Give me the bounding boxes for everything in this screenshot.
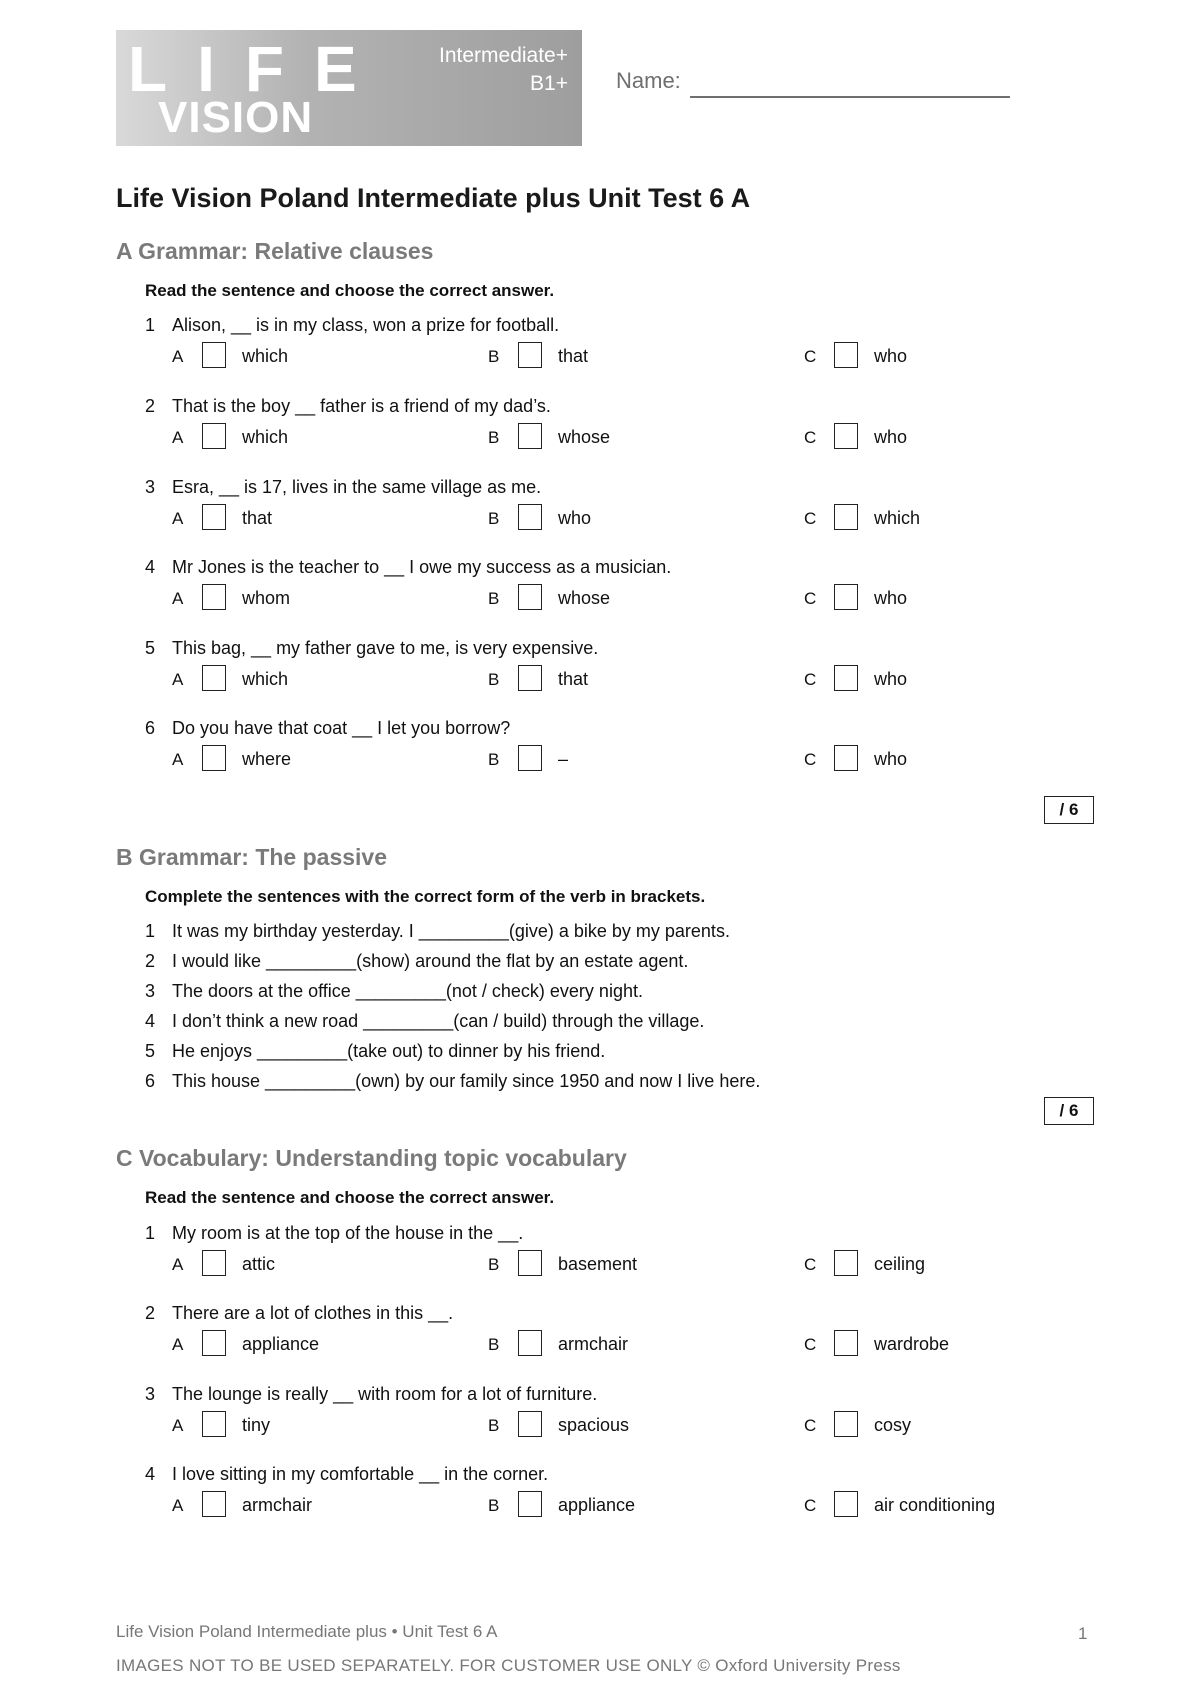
option-letter: A bbox=[172, 589, 184, 608]
option-text: who bbox=[874, 669, 908, 689]
name-label: Name: bbox=[616, 68, 681, 93]
answer-checkbox[interactable] bbox=[834, 1411, 858, 1437]
section-c-instruction: Read the sentence and choose the correct answer. bbox=[145, 1188, 555, 1207]
answer-checkbox[interactable] bbox=[202, 504, 226, 530]
question-number: 3 bbox=[145, 981, 156, 1001]
option-letter: B bbox=[488, 1335, 500, 1354]
answer-checkbox[interactable] bbox=[834, 504, 858, 530]
name-input-line[interactable] bbox=[690, 96, 1010, 98]
level-badge bbox=[439, 42, 568, 98]
answer-checkbox[interactable] bbox=[518, 342, 542, 368]
section-b-instruction: Complete the sentences with the correct form of the verb in brackets. bbox=[145, 887, 706, 906]
question-text: Alison, __ is in my class, won a prize for football. bbox=[172, 315, 560, 335]
answer-checkbox[interactable] bbox=[834, 665, 858, 691]
answer-checkbox[interactable] bbox=[202, 745, 226, 771]
option-letter: A bbox=[172, 750, 184, 769]
answer-checkbox[interactable] bbox=[202, 1491, 226, 1517]
option-letter: B bbox=[488, 1255, 500, 1274]
answer-checkbox[interactable] bbox=[834, 1250, 858, 1276]
option-letter: B bbox=[488, 509, 500, 528]
option-text: cosy bbox=[874, 1415, 912, 1435]
question-text: My room is at the top of the house in the __. bbox=[172, 1223, 524, 1243]
option-text: where bbox=[242, 749, 292, 769]
option-letter: C bbox=[804, 428, 817, 447]
option-letter: B bbox=[488, 750, 500, 769]
question-number: 4 bbox=[145, 1011, 156, 1031]
question-text[interactable]: I would like _________(show) around the flat by an estate agent. bbox=[172, 951, 689, 971]
question-number: 3 bbox=[145, 477, 156, 497]
option-letter: A bbox=[172, 509, 184, 528]
option-text: which bbox=[242, 669, 289, 689]
answer-checkbox[interactable] bbox=[202, 423, 226, 449]
option-letter: A bbox=[172, 670, 184, 689]
question-text[interactable]: This house _________(own) by our family since 1950 and now I live here. bbox=[172, 1071, 761, 1091]
option-letter: A bbox=[172, 1416, 184, 1435]
option-letter: B bbox=[488, 670, 500, 689]
option-text: ceiling bbox=[874, 1254, 926, 1274]
question-number: 3 bbox=[145, 1384, 156, 1404]
option-text: armchair bbox=[242, 1495, 313, 1515]
option-text: who bbox=[874, 749, 908, 769]
page-number: 1 bbox=[1078, 1624, 1088, 1643]
answer-checkbox[interactable] bbox=[518, 1330, 542, 1356]
section-a-instruction: Read the sentence and choose the correct answer. bbox=[145, 281, 555, 300]
answer-checkbox[interactable] bbox=[202, 342, 226, 368]
level-line-1: Intermediate+ bbox=[439, 44, 568, 67]
question-text: This bag, __ my father gave to me, is very expensive. bbox=[172, 638, 599, 658]
option-letter: C bbox=[804, 347, 817, 366]
option-letter: A bbox=[172, 1255, 184, 1274]
option-text: that bbox=[558, 346, 589, 366]
option-text: whose bbox=[558, 427, 611, 447]
option-text: wardrobe bbox=[874, 1334, 950, 1354]
option-letter: B bbox=[488, 1496, 500, 1515]
answer-checkbox[interactable] bbox=[202, 1330, 226, 1356]
question-number: 4 bbox=[145, 1464, 156, 1484]
footer-title: Life Vision Poland Intermediate plus • Unit Test 6 A bbox=[116, 1622, 498, 1641]
question-text: That is the boy __ father is a friend of my dad’s. bbox=[172, 396, 551, 416]
answer-checkbox[interactable] bbox=[834, 745, 858, 771]
question-text: I love sitting in my comfortable __ in the corner. bbox=[172, 1464, 549, 1484]
question-text: Esra, __ is 17, lives in the same village as me. bbox=[172, 477, 542, 497]
answer-checkbox[interactable] bbox=[518, 665, 542, 691]
option-text: spacious bbox=[558, 1415, 630, 1435]
question-number: 1 bbox=[145, 1223, 156, 1243]
option-letter: A bbox=[172, 428, 184, 447]
option-text: which bbox=[242, 427, 289, 447]
option-letter: A bbox=[172, 1496, 184, 1515]
option-text: – bbox=[558, 749, 569, 769]
answer-checkbox[interactable] bbox=[202, 1411, 226, 1437]
option-text: appliance bbox=[558, 1495, 636, 1515]
question-number: 6 bbox=[145, 1071, 156, 1091]
option-letter: C bbox=[804, 750, 817, 769]
copyright-notice: IMAGES NOT TO BE USED SEPARATELY. FOR CUSTOMER USE ONLY © Oxford University Press bbox=[116, 1656, 901, 1675]
option-letter: A bbox=[172, 1335, 184, 1354]
answer-checkbox[interactable] bbox=[518, 1411, 542, 1437]
section-a-score-box[interactable]: / 6 bbox=[1044, 796, 1094, 824]
section-a-title: A Grammar: Relative clauses bbox=[116, 238, 434, 264]
option-text: armchair bbox=[558, 1334, 629, 1354]
option-letter: B bbox=[488, 428, 500, 447]
question-text: Do you have that coat __ I let you borrow? bbox=[172, 718, 511, 738]
question-number: 4 bbox=[145, 557, 156, 577]
section-b-score-box[interactable]: / 6 bbox=[1044, 1097, 1094, 1125]
option-letter: B bbox=[488, 589, 500, 608]
answer-checkbox[interactable] bbox=[518, 504, 542, 530]
section-c-title: C Vocabulary: Understanding topic vocabulary bbox=[116, 1145, 627, 1171]
option-letter: B bbox=[488, 347, 500, 366]
option-text: attic bbox=[242, 1254, 276, 1274]
question-text: There are a lot of clothes in this __. bbox=[172, 1303, 454, 1323]
question-number: 1 bbox=[145, 315, 156, 335]
answer-checkbox[interactable] bbox=[834, 584, 858, 610]
answer-checkbox[interactable] bbox=[202, 584, 226, 610]
option-text: who bbox=[874, 427, 908, 447]
question-text[interactable]: It was my birthday yesterday. I _________(give) a bike by my parents. bbox=[172, 921, 730, 941]
question-text[interactable]: I don’t think a new road _________(can / build) through the village. bbox=[172, 1011, 705, 1031]
option-text: which bbox=[874, 508, 921, 528]
life-vision-logo bbox=[116, 30, 582, 146]
answer-checkbox[interactable] bbox=[518, 745, 542, 771]
option-text: who bbox=[558, 508, 592, 528]
logo-vision-text: VISION bbox=[158, 93, 314, 142]
question-text: Mr Jones is the teacher to __ I owe my success as a musician. bbox=[172, 557, 672, 577]
question-number: 2 bbox=[145, 951, 156, 971]
answer-checkbox[interactable] bbox=[518, 1491, 542, 1517]
option-letter: C bbox=[804, 509, 817, 528]
option-letter: C bbox=[804, 1255, 817, 1274]
option-letter: B bbox=[488, 1416, 500, 1435]
answer-checkbox[interactable] bbox=[202, 1250, 226, 1276]
option-letter: C bbox=[804, 1416, 817, 1435]
question-number: 5 bbox=[145, 638, 156, 658]
answer-checkbox[interactable] bbox=[834, 423, 858, 449]
option-text: whose bbox=[558, 588, 611, 608]
option-text: basement bbox=[558, 1254, 638, 1274]
question-number: 5 bbox=[145, 1041, 156, 1061]
option-text: air conditioning bbox=[874, 1495, 996, 1515]
option-text: who bbox=[874, 346, 908, 366]
option-text: who bbox=[874, 588, 908, 608]
option-text: whom bbox=[242, 588, 291, 608]
question-number: 1 bbox=[145, 921, 156, 941]
option-text: that bbox=[558, 669, 589, 689]
section-b-title: B Grammar: The passive bbox=[116, 844, 388, 870]
option-text: that bbox=[242, 508, 273, 528]
question-number: 2 bbox=[145, 1303, 156, 1323]
answer-checkbox[interactable] bbox=[518, 584, 542, 610]
option-letter: C bbox=[804, 1496, 817, 1515]
option-letter: A bbox=[172, 347, 184, 366]
answer-checkbox[interactable] bbox=[834, 1491, 858, 1517]
level-line-2: B1+ bbox=[530, 72, 568, 95]
answer-checkbox[interactable] bbox=[518, 1250, 542, 1276]
answer-checkbox[interactable] bbox=[834, 342, 858, 368]
answer-checkbox[interactable] bbox=[202, 665, 226, 691]
option-letter: C bbox=[804, 670, 817, 689]
option-text: tiny bbox=[242, 1415, 271, 1435]
answer-checkbox[interactable] bbox=[834, 1330, 858, 1356]
option-letter: C bbox=[804, 589, 817, 608]
option-letter: C bbox=[804, 1335, 817, 1354]
option-text: appliance bbox=[242, 1334, 320, 1354]
question-number: 2 bbox=[145, 396, 156, 416]
option-text: which bbox=[242, 346, 289, 366]
question-text[interactable]: The doors at the office _________(not / check) every night. bbox=[172, 981, 643, 1001]
question-text: The lounge is really __ with room for a lot of furniture. bbox=[172, 1384, 598, 1404]
page-title: Life Vision Poland Intermediate plus Unit Test 6 A bbox=[116, 183, 751, 213]
question-number: 6 bbox=[145, 718, 156, 738]
question-text[interactable]: He enjoys _________(take out) to dinner by his friend. bbox=[172, 1041, 606, 1061]
logo-life-text: LIFE bbox=[128, 33, 387, 105]
answer-checkbox[interactable] bbox=[518, 423, 542, 449]
